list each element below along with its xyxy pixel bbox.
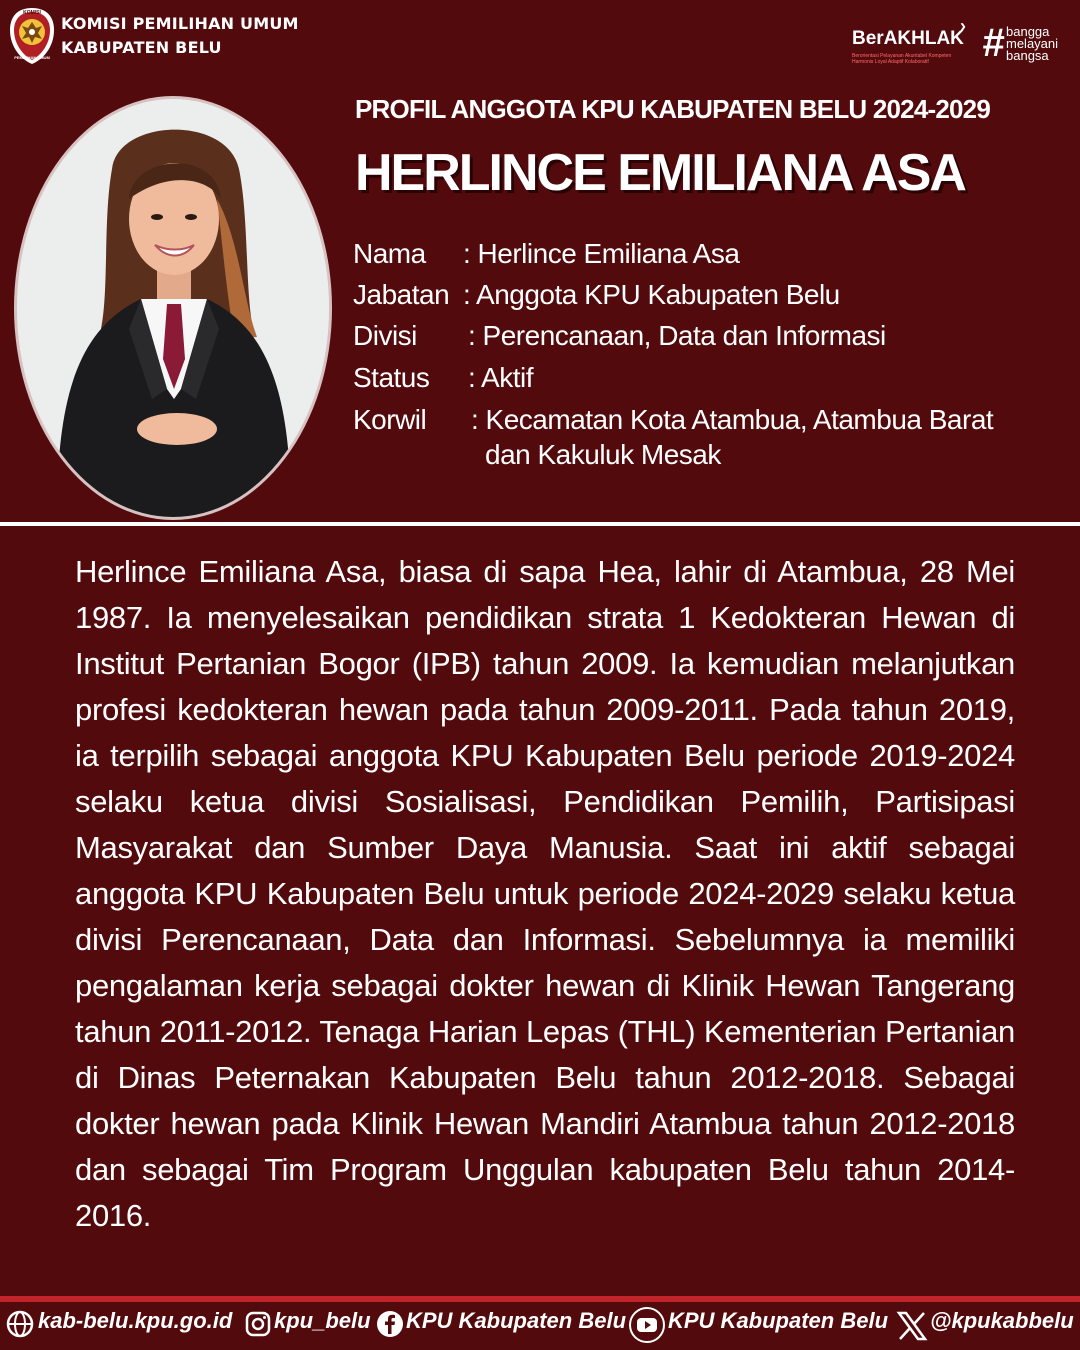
globe-icon [6,1310,34,1338]
berakhlak-chevron-icon: › [960,16,966,36]
info-label: Korwil [353,404,427,435]
info-value: : Perencanaan, Data dan Informasi [468,320,886,351]
info-value: : Aktif [468,362,533,393]
x-handle[interactable]: @kpukabbelu [930,1308,1074,1333]
facebook-page[interactable]: KPU Kabupaten Belu [406,1308,627,1333]
berakhlak-tagline: Berorientasi Pelayanan Akuntabel Kompeten Harmonis Loyal Adaptif Kolaboratif [852,53,952,65]
info-value: : Kecamatan Kota Atambua, Atambua Barat [471,404,994,435]
youtube-channel[interactable]: KPU Kabupaten Belu [668,1308,889,1333]
info-label: Nama [353,238,426,269]
section-divider [0,522,1080,526]
bangga-line3: bangsa [1006,48,1049,63]
bangga-line2: melayani [1006,36,1059,51]
instagram-icon [244,1310,272,1338]
info-value-line2: dan Kakuluk Mesak [485,439,721,470]
hashtag-icon: # [982,21,1005,65]
info-value: : Anggota KPU Kabupaten Belu [463,279,840,310]
kpu-logo-ring-text [8,6,56,66]
instagram-handle[interactable]: kpu_belu [274,1308,371,1333]
facebook-icon [376,1310,404,1338]
portrait-illustration [17,99,329,517]
profile-heading: PROFIL ANGGOTA KPU KABUPATEN BELU 2024-2029 [355,94,990,124]
info-label: Jabatan [353,279,450,310]
website-link[interactable]: kab-belu.kpu.go.id [38,1308,233,1333]
x-icon [896,1310,928,1342]
member-name: HERLINCE EMILIANA ASA [355,144,965,202]
bangga-melayani-bangsa [1006,26,1058,62]
bio-paragraph: Herlince Emiliana Asa, biasa di sapa Hea, lahir di Atambua, 28 Mei 1987. Ia menyelesaikan pendidikan strata 1 Kedokteran Hewan di Institut Pertanian Bogor (IPB) tahun 2009. Ia kemudian melanjutkan profesi kedokteran hewan pada tahun 2009-2011. Pada tahun 2019, ia terpilih sebagai anggota KPU Kabupaten Belu periode 2019-2024 selaku ketua divisi Sosialisasi, Pendidikan Pemilih, Partisipasi Masyarakat dan Sumber Daya Manusia. Saat ini aktif sebagai anggota KPU Kabupaten Belu untuk periode 2024-2029 selaku ketua divisi Perencanaan, Data dan Informasi. Sebelumnya ia memiliki pengalaman kerja sebagai dokter hewan di Klinik Hewan Tangerang tahun 2011-2012. Tenaga Harian Lepas (THL) Kementerian Pertanian di Dinas Peternakan Kabupaten Belu tahun 2012-2018. Sebagai dokter hewan pada Klinik Hewan Mandiri Atambua tahun 2012-2018 dan sebagai Tim Program Unggulan kabupaten Belu tahun 2014-2016. [75,554,1015,1233]
berakhlak-logo [852,16,972,70]
info-label: Divisi [353,320,417,351]
info-label: Status [353,362,430,393]
org-name [61,12,299,60]
youtube-icon [628,1306,666,1344]
org-name-line1: KOMISI PEMILIHAN UMUM [61,14,299,33]
svg-text:PEMILIHAN UMUM: PEMILIHAN UMUM [14,55,50,60]
org-name-line2: KABUPATEN BELU [61,38,222,57]
social-footer [0,1302,1080,1350]
info-value: : Herlince Emiliana Asa [463,238,740,269]
bangga-line1: bangga [1006,24,1050,39]
svg-text:KOMISI: KOMISI [23,10,41,16]
portrait-photo [14,96,332,520]
top-header [0,0,1080,80]
berakhlak-title: BerAKHLAK [852,28,964,49]
